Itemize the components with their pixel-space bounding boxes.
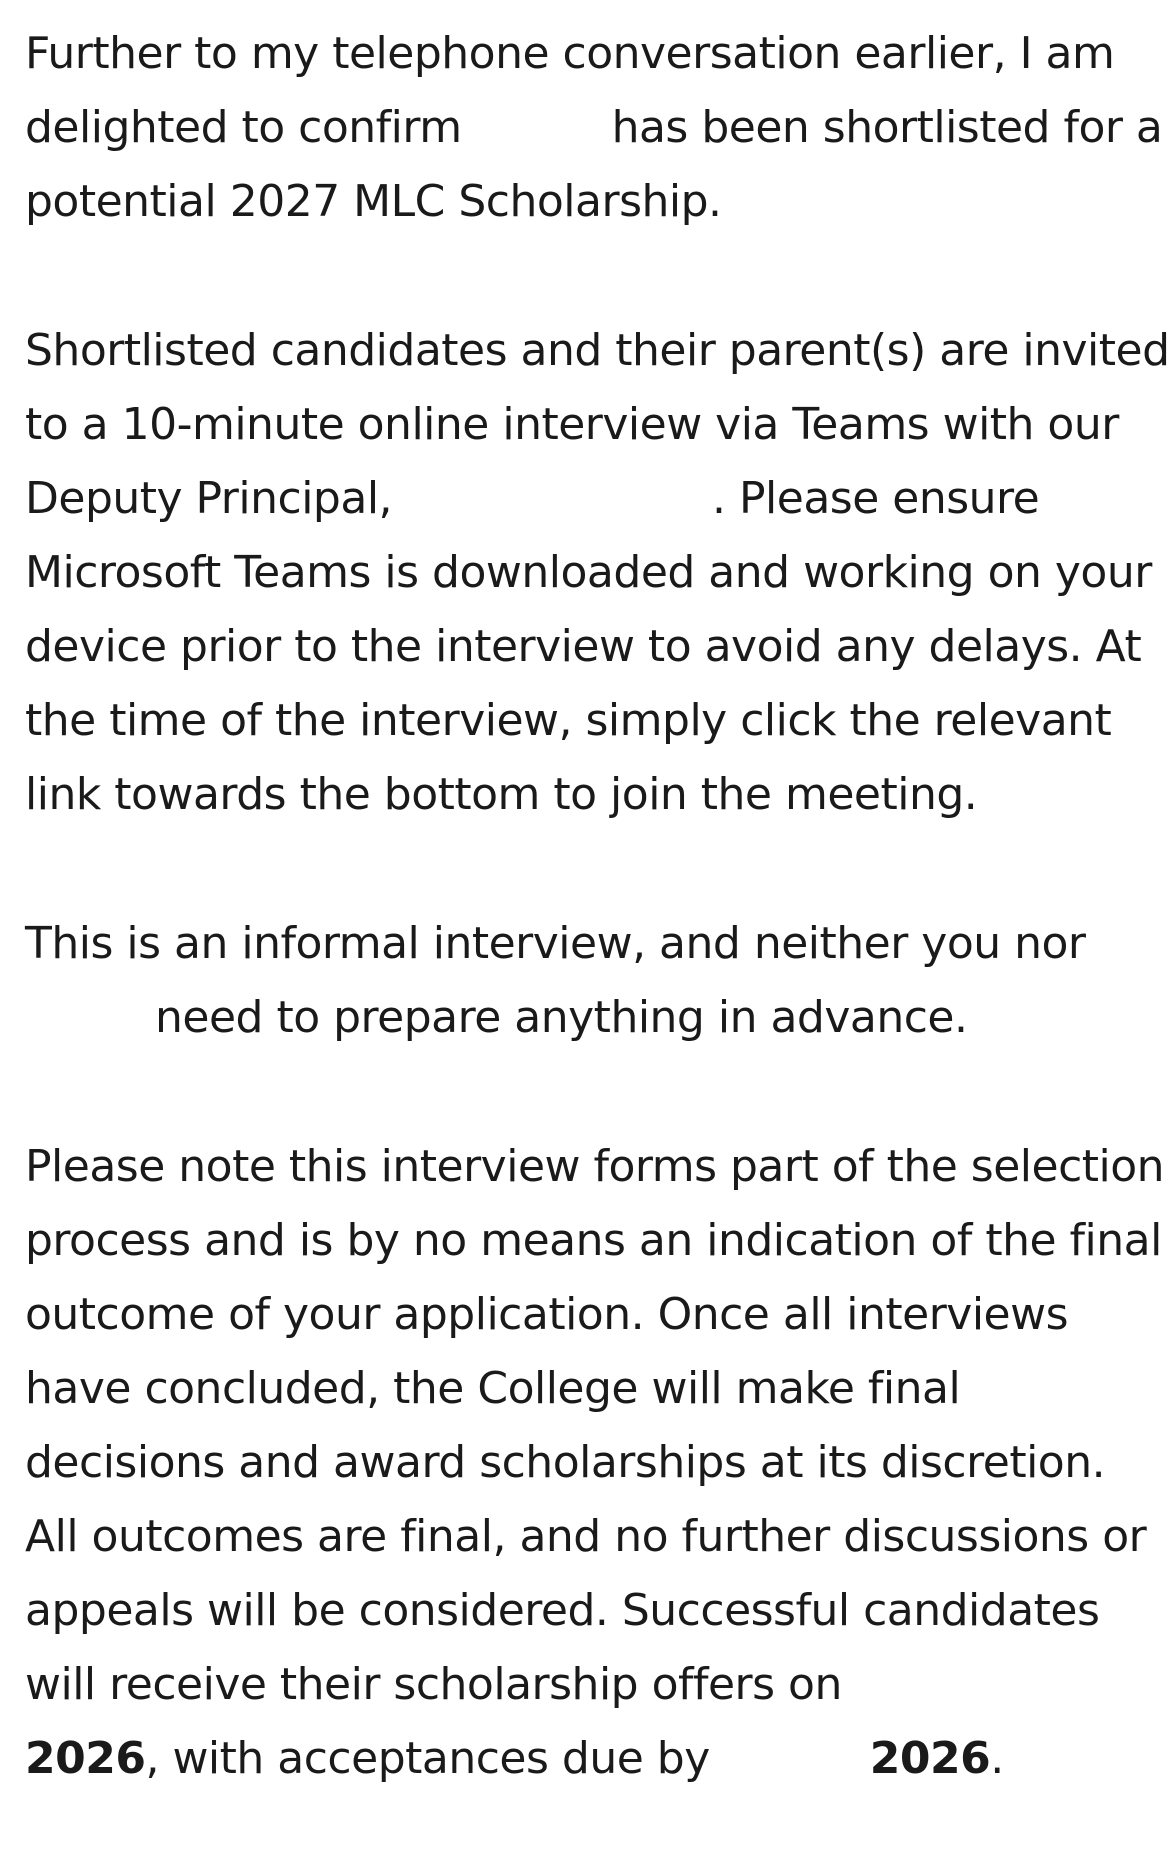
paragraph-2-line-7: link towards the bottom to join the meeting. xyxy=(25,769,978,820)
shortlisted-text: has been shortlisted for a xyxy=(611,102,1163,153)
redacted-principal-name xyxy=(392,467,712,531)
paragraph-2-line-4: Microsoft Teams is downloaded and working on your xyxy=(25,547,1152,598)
paragraph-4-line-9 xyxy=(25,1727,1004,1791)
paragraph-3-line-2 xyxy=(25,986,967,1050)
paragraph-1-line-1: Further to my telephone conversation earlier, I am xyxy=(25,28,1115,79)
paragraph-4-line-8: will receive their scholarship offers on xyxy=(25,1659,842,1710)
paragraph-3-line-1: This is an informal interview, and neither you nor xyxy=(25,918,1086,969)
paragraph-4-line-7: appeals will be considered. Successful candidates xyxy=(25,1585,1100,1636)
redacted-acceptance-date xyxy=(710,1727,870,1791)
paragraph-4-line-6: All outcomes are final, and no further discussions or xyxy=(25,1511,1147,1562)
acceptances-text: , with acceptances due by xyxy=(145,1733,710,1784)
confirm-text: delighted to confirm xyxy=(25,102,462,153)
offer-year: 2026 xyxy=(25,1733,146,1784)
paragraph-4-line-4: have concluded, the College will make final xyxy=(25,1363,961,1414)
paragraph-1-line-3: potential 2027 MLC Scholarship. xyxy=(25,176,722,227)
paragraph-4-line-2: process and is by no means an indication of the final xyxy=(25,1215,1162,1266)
paragraph-2-line-3 xyxy=(25,467,1039,531)
paragraph-2-line-6: the time of the interview, simply click the relevant xyxy=(25,695,1112,746)
closing-period: . xyxy=(990,1733,1004,1784)
paragraph-4-line-3: outcome of your application. Once all interviews xyxy=(25,1289,1069,1340)
paragraph-4-line-5: decisions and award scholarships at its discretion. xyxy=(25,1437,1106,1488)
redacted-candidate-name xyxy=(462,96,612,160)
paragraph-2-line-2: to a 10-minute online interview via Teams with our xyxy=(25,399,1119,450)
paragraph-2-line-5: device prior to the interview to avoid any delays. At xyxy=(25,621,1142,672)
prepare-text: need to prepare anything in advance. xyxy=(155,992,968,1043)
paragraph-2-line-1: Shortlisted candidates and their parent(s) are invited xyxy=(25,325,1170,376)
paragraph-1-line-2 xyxy=(25,96,1162,160)
deputy-principal-text: Deputy Principal, xyxy=(25,473,393,524)
paragraph-4-line-1: Please note this interview forms part of the selection xyxy=(25,1141,1165,1192)
acceptance-year: 2026 xyxy=(869,1733,991,1784)
redacted-candidate-name xyxy=(25,986,155,1050)
please-ensure-text: . Please ensure xyxy=(712,473,1040,524)
